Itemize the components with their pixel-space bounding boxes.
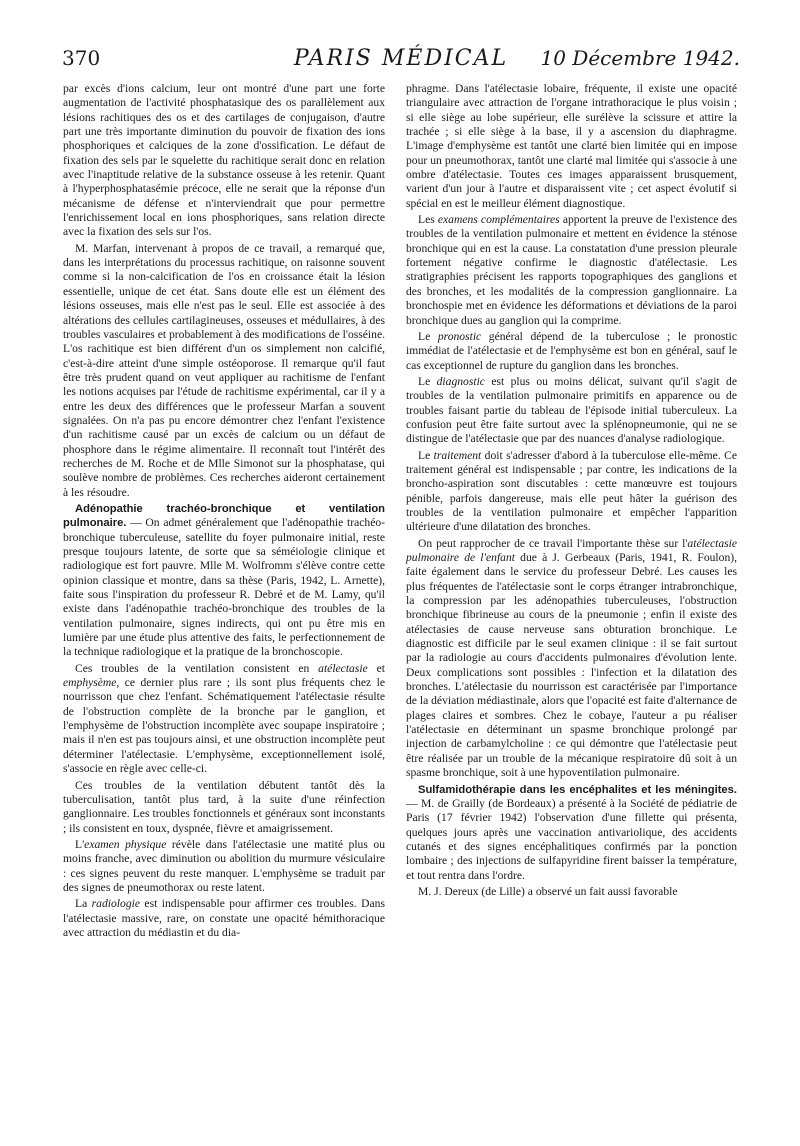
emphasis: pronostic — [437, 329, 482, 343]
paragraph — [406, 213, 737, 328]
section-paragraph — [63, 502, 385, 660]
text-run: Le — [418, 329, 438, 343]
text-run: révèle dans l'atélectasie une matité plus ou moins franche, avec diminution ou abolition du murmure vésiculaire : ces signes peuvent du reste manquer. L'emphysème se traduit par des signes de pneumothorax ou reste latent. — [63, 837, 385, 894]
emphasis: atélectasie — [318, 661, 368, 675]
emphasis: atélectasie pulmonaire de l'enfant — [406, 536, 737, 564]
paragraph-text: — M. de Grailly (de Bordeaux) a présenté à la Société de pédiatrie de Paris (17 février 1942) l'observation d'une fillette qui présenta, quelques jours après une vaccination antivariolique, des accidents cutanés et des signes encéphalitiques confirmés par la ponction lombaire ; des injections de sulfapyridine firent baisser la température, et tout rentra dans l'ordre. — [406, 796, 737, 882]
section-paragraph — [406, 783, 737, 883]
section-heading: Sulfamidothérapie dans les encéphalites et les méningites. — [418, 783, 737, 796]
emphasis: diagnostic — [436, 374, 485, 388]
paragraph — [406, 375, 737, 447]
text-run: Le — [418, 374, 437, 388]
text-run: général dépend de la tuberculose ; le pronostic immédiat de l'atélectasie et de l'emphysème est bon en général, sauf le cas exceptionnel de rupture du ganglion dans les bronches. — [406, 329, 737, 372]
page-number: 370 — [62, 46, 101, 70]
issue-date: 10 Décembre 1942. — [540, 46, 740, 70]
section-heading: Adénopathie trachéo-bronchique et ventilation pulmonaire. — [63, 502, 385, 530]
text-run: Le — [418, 448, 434, 462]
emphasis: radiologie — [91, 897, 140, 911]
emphasis: examen physique — [84, 837, 167, 851]
paragraph — [63, 897, 385, 940]
paragraph: M. Marfan, intervenant à propos de ce travail, a remarqué que, dans les interprétations du processus rachitique, on raisonne souvent comme si la non-calcification de l'os en croissance était la lésion essentielle, unique de cet état. Sans doute elle est un élément des lésions osseuses, mais elle n'est pas le seul. Elle est associée à des altérations des cellules cartilagineuses, osseuses et médullaires, à des troubles vasculaires et probablement à des modifications de l'osséine. L'os rachitique est bien différent d'un os simplement non calcifié, c'est-à-dire atteint d'une simple ostéoporose. Il remarque qu'il faut être très prudent quand on veut appliquer au rachitisme de l'enfant les notions acquises par l'étude de rachitisme expérimental, car il y a entre les deux des différences que le professeur Marfan a souvent signalées. On n'a pas pu encore démontrer chez l'enfant l'existence d'un rachitisme causé par un excès de calcium ou un défaut de phosphore dans le régime alimentaire. Il reconnaît tout l'intérêt des recherches de M. Roche et de Mlle Simonot sur la phosphatase, qui soulève nombre de problèmes. Ces recherches aideront certainement à les résoudre. — [63, 241, 385, 499]
paragraph — [406, 449, 737, 535]
text-run: doit s'adresser d'abord à la tuberculose elle-même. Ce traitement général est indispensable ; par contre, les indications de la broncho-aspiration sont discutables : cette manœuvre est toujours pénible, parfois dangereuse, mais elle peut hâter la guérison des troubles de la ventilation pulmonaire et empêcher l'apparition ultérieure d'une dilatation des bronches. — [406, 448, 737, 534]
emphasis: examens complémentaires — [437, 213, 560, 227]
paragraph — [63, 838, 385, 895]
paragraph: phragme. Dans l'atélectasie lobaire, fréquente, il existe une opacité triangulaire avec attraction de l'organe intrathoracique le plus voisin ; si elle siège au lobe supérieur, elle surélève la scissure et attire la trachée ; si elle siège à la base, il y a ascension du diaphragme. L'image d'emphysème est tantôt une clarté bien limitée qui en impose pour un pneumothorax, tantôt une clarté mal limitée qui s'associe à une ombre d'atélectasie. Toutes ces images apparaissent brusquement, varient d'un jour à l'autre et disparaissent vite ; cet aspect évolutif si spécial en est le meilleur élément diagnostique. — [406, 82, 737, 210]
paragraph: Ces troubles de la ventilation débutent tantôt dès la tuberculisation, tantôt plus tard, à la suite d'une réinfection ganglionnaire. Les troubles fonctionnels et généraux sont inconstants ; ils consistent en toux, dyspnée, fièvre et amaigrissement. — [63, 778, 385, 835]
paragraph — [63, 662, 385, 777]
emphasis: emphysème, — [63, 676, 120, 690]
paragraph: par excès d'ions calcium, leur ont montré d'une part une forte augmentation de l'activité phosphatasique des os parallèlement aux lésions rachitiques des os et des cartilages de conjugaison, d'autre part une très importante diminution du pouvoir de fixation des ions phosphoriques et calciques de la zone d'ossification. Le défaut de fixation des sels par le squelette du rachitique serait donc en relation avec l'inaptitude relative de la substance osseuse à les retenir. Quant à l'hyperphosphatasémie précoce, elle ne serait que la réponse d'un mécanisme de défense et n'interviendrait que pour permettre l'enrichissement local en ions phosphoriques, sans relation directe avec la fixation des sels sur l'os. — [63, 82, 385, 239]
paragraph: M. J. Dereux (de Lille) a observé un fait aussi favorable — [418, 884, 678, 898]
text-run: La — [75, 897, 92, 911]
text-run: due à J. Gerbeaux (Paris, 1941, R. Foulon), faite également dans le service du professeur Debré. Les causes les plus fréquentes de l'atélectasie sont le corps étranger intrabronchique, la compression par les adénopathies tuberculeuses, l'obstruction bronchique fibrineuse au cours de la pneumonie ; enfin il existe des atélectasies de cause nerveuse sans obturation bronchique. Le diagnostic est difficile par le seul examen clinique : il se fait surtout par la radiologie au cours d'accidents pulmonaires d'évolution lente. Deux complications sont possibles : l'infection et la dilatation des bronches. L'atélectasie du nourrisson est caractérisée par l'importance de la déviation médiastinale, alors que l'opacité est faite d'alternance de plages claires et sombres. Chez le cobaye, l'auteur a pu réaliser l'atélectasie en déterminant un spasme bronchique prolongé par injection de carbamylcholine : ce qui démontre que l'atélectasie peut être réalisée par un trouble de la mécanique respiratoire dû soit à un spasme bronchique, soit à une hypoventilation pulmonaire. — [406, 551, 737, 780]
text-run: est plus ou moins délicat, suivant qu'il s'agit de troubles de la ventilation pulmonaire primitifs en apparence ou de troubles faisant partie du tableau de l'épisode initial tuberculeux. La confusion peut être faite surtout avec la splénopneumonie, qui ne se distingue de l'atélectasie que par des nuances d'analyse radiologique. — [406, 374, 737, 446]
paragraph — [406, 330, 737, 373]
paragraph — [406, 537, 737, 781]
text-run: On peut rapprocher de ce travail l'importante thèse sur l' — [418, 536, 688, 550]
text-run: et — [367, 661, 385, 675]
left-column — [63, 82, 385, 942]
text-run: Les — [418, 213, 438, 227]
journal-title: PARIS MÉDICAL — [293, 46, 509, 71]
paragraph-text: — On admet généralement que l'adénopathie trachéo-bronchique tuberculeuse, satellite du foyer pulmonaire initial, reste presque toujours latente, de sorte que sa séméiologie clinique et radiologique est fort pauvre. Mlle M. Wolfromm s'élève contre cette opinion classique et montre, dans sa thèse (Paris, 1942, L. Arnette), faite sous l'inspiration du professeur R. Debré et de M. Lamy, qu'il existe dans l'adénopathie trachéo-bronchique des troubles de la ventilation pulmonaire, signes indirects, qui ont pu être mis en lumière par une étude plus attentive des faits, le perfectionnement de la technique radiologique et la pratique de la bronchoscopie. — [63, 516, 385, 659]
text-run: Ces troubles de la ventilation consistent en — [75, 661, 319, 675]
emphasis: traitement — [433, 448, 482, 462]
right-column — [406, 82, 737, 901]
running-header — [62, 46, 740, 76]
text-run: est indispensable pour affirmer ces troubles. Dans l'atélectasie massive, rare, on constate une opacité hémithoracique avec attraction du médiastin et du dia- — [63, 897, 385, 939]
text-run: apportent la preuve de l'existence des troubles de la ventilation pulmonaire et mettent en évidence la sténose bronchique qui en est la cause. La constatation d'une pression pleurale fortement négative confirme le diagnostic d'atélectasie. Les stratigraphies précisent les rapports topographiques des ganglions et des bronches, et les modalités de la compression ganglionnaire. La bronchospie met en évidence les déformations et déviations de la paroi bronchique dues au ganglion qui la comprime. — [406, 213, 738, 327]
text-run: ce dernier plus rare ; ils sont plus fréquents chez le nourrisson que chez l'enfant. Schématiquement l'atélectasie résulte de l'obstruction complète de la bronche par le ganglion, et l'emphysème de l'obstruction incomplète avec soupape inspiratoire ; mais il n'en est pas toujours ainsi, et une obstruction incomplète peut déterminer l'atélectasie. L'emphysème, exceptionnellement isolé, s'associe en règle avec celle-ci. — [63, 676, 385, 776]
text-run: L' — [75, 837, 85, 851]
